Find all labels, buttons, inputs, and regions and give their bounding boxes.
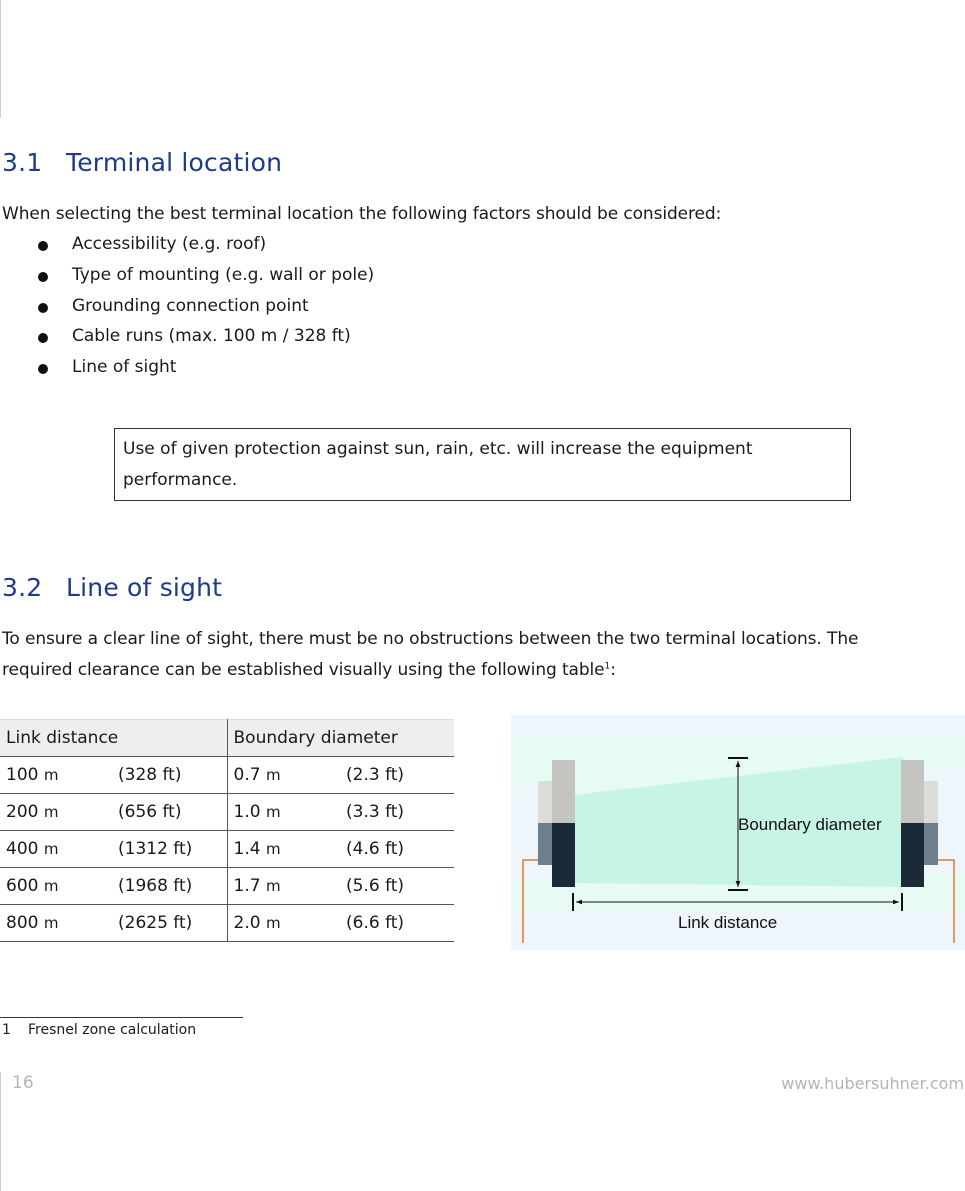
note-text: Use of given protection against sun, rain, etc. will increase the equipment performance. <box>123 439 753 490</box>
diameter-unit: m <box>265 803 281 821</box>
diameter-unit: m <box>265 877 281 895</box>
table-header-row <box>0 720 454 757</box>
distance-value: 600 <box>6 876 39 896</box>
bullet-icon <box>38 303 48 313</box>
cell-diameter-ft: (5.6 ft) <box>340 868 454 905</box>
diameter-value: 0.7 <box>233 765 261 785</box>
boundary-diameter-label: Boundary diameter <box>738 815 882 834</box>
table-row <box>0 905 454 942</box>
clearance-table <box>0 719 454 942</box>
distance-value: 200 <box>6 802 39 822</box>
footnote-text: Fresnel zone calculation <box>28 1022 197 1038</box>
cell-diameter-m <box>227 757 340 794</box>
intro-colon: : <box>610 660 616 680</box>
column-header-boundary-diameter: Boundary diameter <box>227 720 454 757</box>
diameter-value: 1.7 <box>233 876 261 896</box>
distance-unit: m <box>43 877 59 895</box>
bullet-icon <box>38 333 48 343</box>
list-item-text: Line of sight <box>72 357 177 378</box>
line-of-sight-diagram <box>511 715 965 950</box>
distance-unit: m <box>43 914 59 932</box>
cell-diameter-ft: (2.3 ft) <box>340 757 454 794</box>
section-title: Terminal location <box>66 148 283 177</box>
cell-distance-ft: (328 ft) <box>112 757 227 794</box>
section-number: 3.1 <box>2 148 43 177</box>
table-row <box>0 794 454 831</box>
cell-distance-m <box>0 831 112 868</box>
left-terminal-lower <box>552 823 575 887</box>
cell-distance-m <box>0 757 112 794</box>
table-row <box>0 868 454 905</box>
diameter-unit: m <box>265 914 281 932</box>
factor-list <box>0 229 374 383</box>
margin-rule-top <box>0 0 1 118</box>
cell-distance-ft: (656 ft) <box>112 794 227 831</box>
bullet-icon <box>38 241 48 251</box>
right-terminal-shade-dark <box>923 823 938 865</box>
list-item-text: Cable runs (max. 100 m / 328 ft) <box>72 326 351 347</box>
cell-diameter-m <box>227 905 340 942</box>
link-distance-label: Link distance <box>678 913 778 932</box>
intro-text: To ensure a clear line of sight, there must be no obstructions between the two terminal locations. The required clearance can be established visually using the following table <box>2 629 859 680</box>
footnote <box>2 1022 196 1038</box>
note-box <box>114 428 851 501</box>
cell-diameter-ft: (6.6 ft) <box>340 905 454 942</box>
section-number: 3.2 <box>2 573 43 602</box>
page-number: 16 <box>12 1073 34 1093</box>
right-terminal-upper <box>901 760 924 823</box>
distance-unit: m <box>43 803 59 821</box>
distance-unit: m <box>43 840 59 858</box>
right-terminal-lower <box>901 823 924 887</box>
section-heading-terminal-location <box>2 148 282 177</box>
cell-diameter-m <box>227 831 340 868</box>
section-heading-line-of-sight <box>2 573 222 602</box>
left-terminal-shade-dark <box>538 823 552 865</box>
cell-distance-m <box>0 794 112 831</box>
footnote-number: 1 <box>2 1022 11 1038</box>
left-terminal-upper <box>552 760 575 823</box>
list-item-text: Type of mounting (e.g. wall or pole) <box>72 264 375 285</box>
table-row <box>0 757 454 794</box>
section-title: Line of sight <box>66 573 223 602</box>
website-link[interactable]: www.hubersuhner.com <box>781 1074 964 1093</box>
right-terminal-shade-light <box>923 781 938 823</box>
diameter-value: 2.0 <box>233 913 261 933</box>
diameter-unit: m <box>265 840 281 858</box>
list-item-text: Grounding connection point <box>72 295 309 316</box>
distance-unit: m <box>43 766 59 784</box>
cell-distance-m <box>0 868 112 905</box>
bullet-icon <box>38 272 48 282</box>
cell-distance-ft: (2625 ft) <box>112 905 227 942</box>
list-item <box>0 321 374 352</box>
diameter-value: 1.4 <box>233 839 261 859</box>
section-intro: When selecting the best terminal location the following factors should be considered: <box>2 204 722 224</box>
section-intro <box>2 624 922 686</box>
margin-rule-bottom <box>0 1072 1 1191</box>
cell-diameter-ft: (3.3 ft) <box>340 794 454 831</box>
list-item <box>0 291 374 322</box>
footnote-divider <box>0 1017 243 1018</box>
cell-distance-m <box>0 905 112 942</box>
cell-diameter-ft: (4.6 ft) <box>340 831 454 868</box>
table-row <box>0 831 454 868</box>
cell-distance-ft: (1312 ft) <box>112 831 227 868</box>
list-item <box>0 352 374 383</box>
diameter-unit: m <box>265 766 281 784</box>
list-item-text: Accessibility (e.g. roof) <box>72 234 267 254</box>
cell-diameter-m <box>227 868 340 905</box>
diameter-value: 1.0 <box>233 802 261 822</box>
column-header-link-distance: Link distance <box>0 720 227 757</box>
cell-distance-ft: (1968 ft) <box>112 868 227 905</box>
distance-value: 100 <box>6 765 39 785</box>
distance-value: 400 <box>6 839 39 859</box>
list-item <box>0 260 374 291</box>
footnote-reference[interactable]: 1 <box>604 661 611 672</box>
distance-value: 800 <box>6 913 39 933</box>
cell-diameter-m <box>227 794 340 831</box>
list-item <box>0 229 374 260</box>
bullet-icon <box>38 364 48 374</box>
left-terminal-shade-light <box>538 781 552 823</box>
